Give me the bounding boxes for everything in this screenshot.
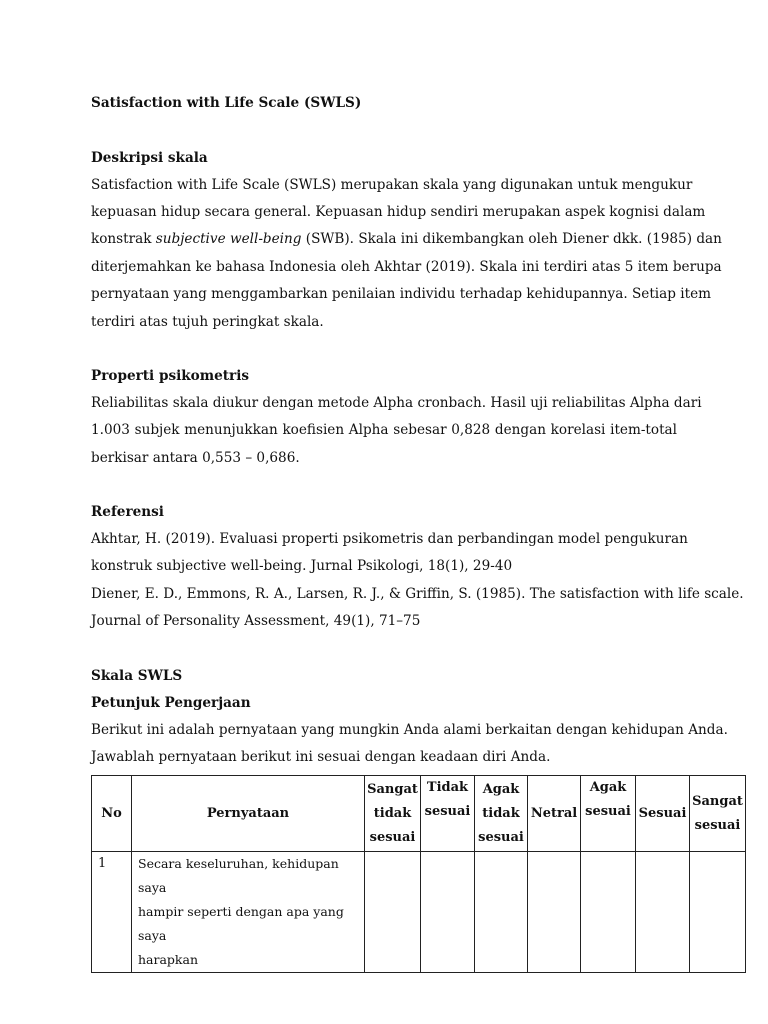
italic-term: subjective well-being	[155, 231, 302, 247]
table-row	[92, 852, 746, 973]
header-statement: Pernyataan	[132, 776, 365, 852]
reference-line: konstruk subjective well-being. Jurnal Psikologi, 18(1), 29-40	[91, 558, 513, 574]
header-text: Tidak	[426, 780, 469, 795]
section-heading-properti: Properti psikometris	[91, 368, 250, 384]
section-heading-skala: Skala SWLS	[91, 668, 183, 684]
statement-line: hampir seperti dengan apa yang saya	[138, 904, 344, 943]
response-cell-tidak-sesuai[interactable]	[421, 852, 475, 973]
row-number: 1	[92, 852, 132, 973]
header-text: tidak	[482, 805, 520, 821]
paragraph-line: Satisfaction with Life Scale (SWLS) merupakan skala yang digunakan untuk mengukur	[91, 177, 693, 193]
reference-line: Diener, E. D., Emmons, R. A., Larsen, R. J., & Griffin, S. (1985). The satisfaction with life scale.	[91, 586, 744, 602]
header-text: tidak	[373, 805, 412, 821]
paragraph-line	[91, 230, 722, 248]
header-netral: Netral	[528, 776, 581, 852]
response-cell-agak-tidak-sesuai[interactable]	[475, 852, 528, 973]
document-title: Satisfaction with Life Scale (SWLS)	[91, 95, 362, 111]
paragraph-text: konstrak	[91, 231, 156, 247]
response-cell-sangat-sesuai[interactable]	[690, 852, 746, 973]
reference-line: Journal of Personality Assessment, 49(1), 71–75	[91, 613, 421, 629]
paragraph-line: pernyataan yang menggambarkan penilaian individu terhadap kehidupannya. Setiap item	[91, 286, 712, 302]
paragraph-line: terdiri atas tujuh peringkat skala.	[91, 314, 324, 330]
instruction-line: Jawablah pernyataan berikut ini sesuai dengan keadaan diri Anda.	[91, 749, 551, 765]
header-agak-tidak-sesuai	[475, 776, 528, 852]
header-sangat-tidak-sesuai	[365, 776, 421, 852]
statement-line: harapkan	[138, 952, 199, 967]
section-heading-referensi: Referensi	[91, 504, 164, 520]
header-text: Sangat	[692, 793, 743, 809]
table-header-row	[92, 776, 746, 852]
response-cell-sangat-tidak-sesuai[interactable]	[365, 852, 421, 973]
header-sesuai: Sesuai	[636, 776, 690, 852]
header-no: No	[92, 776, 132, 852]
header-text: sesuai	[369, 829, 416, 845]
reference-line: Akhtar, H. (2019). Evaluasi properti psikometris dan perbandingan model pengukuran	[91, 531, 688, 547]
header-text: sesuai	[694, 817, 741, 833]
header-sangat-sesuai	[690, 776, 746, 852]
header-agak-sesuai	[581, 776, 636, 852]
response-cell-sesuai[interactable]	[636, 852, 690, 973]
header-text: sesuai	[424, 804, 471, 819]
paragraph-line: 1.003 subjek menunjukkan koefisien Alpha sebesar 0,828 dengan korelasi item-total	[91, 422, 677, 438]
response-cell-netral[interactable]	[528, 852, 581, 973]
header-text: Agak	[589, 780, 627, 795]
section-heading-petunjuk: Petunjuk Pengerjaan	[91, 695, 251, 711]
header-text: Sangat	[367, 781, 418, 797]
header-tidak-sesuai	[421, 776, 475, 852]
header-text: sesuai	[585, 804, 631, 819]
section-heading-deskripsi: Deskripsi skala	[91, 150, 208, 166]
instruction-line: Berikut ini adalah pernyataan yang mungkin Anda alami berkaitan dengan kehidupan Anda.	[91, 722, 728, 738]
swls-table	[91, 775, 746, 973]
header-text: sesuai	[478, 829, 524, 845]
paragraph-line: diterjemahkan ke bahasa Indonesia oleh Akhtar (2019). Skala ini terdiri atas 5 item berupa	[91, 259, 722, 275]
header-text: Agak	[482, 781, 520, 797]
paragraph-line: kepuasan hidup secara general. Kepuasan hidup sendiri merupakan aspek kognisi dalam	[91, 204, 706, 220]
paragraph-line: Reliabilitas skala diukur dengan metode Alpha cronbach. Hasil uji reliabilitas Alpha dari	[91, 395, 702, 411]
statement-line: Secara keseluruhan, kehidupan saya	[138, 856, 339, 895]
response-cell-agak-sesuai[interactable]	[581, 852, 636, 973]
paragraph-line: berkisar antara 0,553 – 0,686.	[91, 450, 300, 466]
paragraph-text: (SWB). Skala ini dikembangkan oleh Diener dkk. (1985) dan	[305, 231, 722, 247]
row-statement	[132, 852, 365, 973]
